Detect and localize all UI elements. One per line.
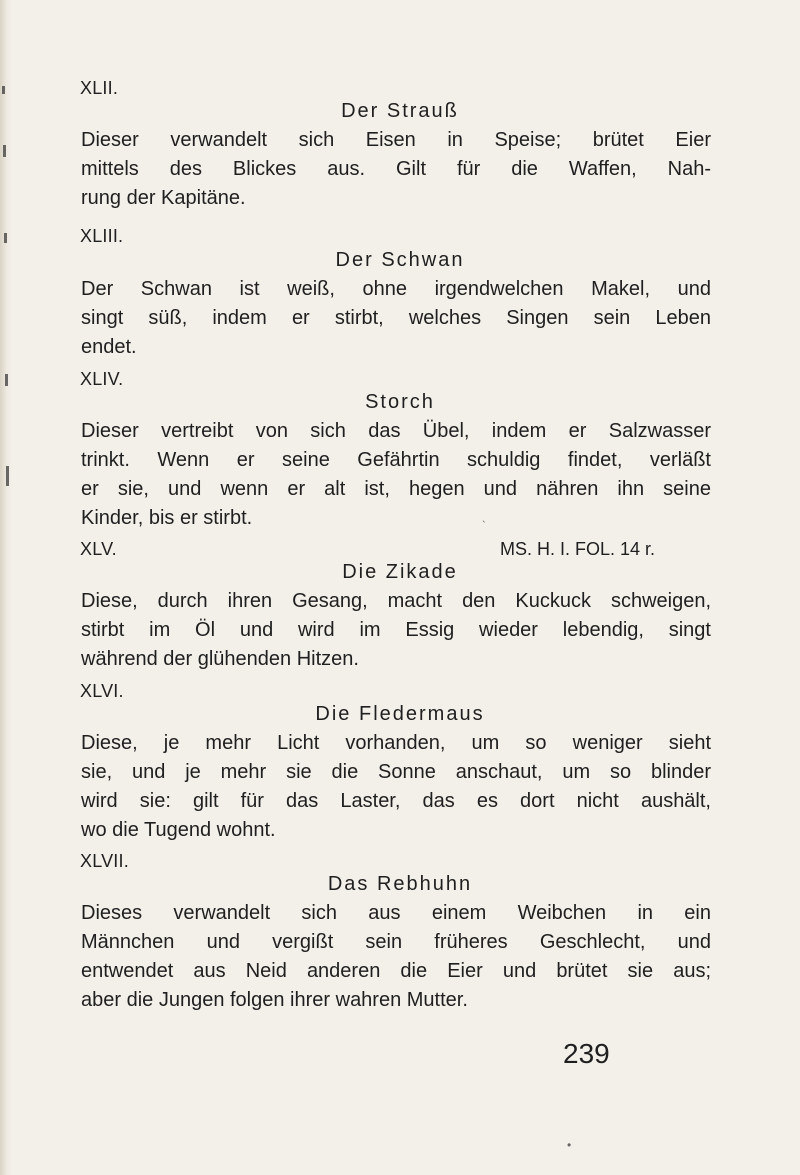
entry-text-line: mittels des Blickes aus. Gilt für die Waffen, Nah- — [81, 158, 711, 180]
entry-text-line: wo die Tugend wohnt. — [81, 819, 276, 841]
binding-mark — [2, 86, 5, 94]
binding-mark — [3, 145, 6, 157]
entry-title: Der Schwan — [335, 249, 465, 271]
entry-title: Storch — [365, 391, 435, 413]
entry-text-line: stirbt im Öl und wird im Essig wieder lebendig, singt — [81, 619, 711, 641]
entry-text-line: Kinder, bis er stirbt. — [81, 507, 253, 529]
entry-number: XLVI. — [80, 681, 124, 701]
entry-text-line: entwendet aus Neid anderen die Eier und brütet sie aus; — [81, 960, 711, 982]
entry-text-line: endet. — [81, 336, 137, 358]
entry-text-line: rung der Kapitäne. — [81, 187, 246, 209]
entry-text-line: aber die Jungen folgen ihrer wahren Mutter. — [81, 989, 468, 1011]
entry-text-line: Der Schwan ist weiß, ohne irgendwelchen Makel, und — [81, 278, 711, 300]
entry-number: XLII. — [80, 78, 119, 98]
entry-text-line: Dieser verwandelt sich Eisen in Speise; brütet Eier — [81, 129, 711, 151]
entry-number: XLVII. — [80, 851, 129, 871]
entry-text-line: Männchen und vergißt sein früheres Geschlecht, und — [81, 931, 711, 953]
page-number: 239 — [563, 1038, 610, 1069]
manuscript-reference: MS. H. I. FOL. 14 r. — [499, 539, 655, 559]
entry-text-line: wird sie: gilt für das Laster, das es dort nicht aushält, — [81, 790, 711, 812]
binding-mark — [6, 466, 9, 486]
entry-title: Das Rebhuhn — [327, 873, 473, 895]
print-speck: ˎ — [482, 509, 486, 523]
entry-text-line: Dieses verwandelt sich aus einem Weibchen in ein — [81, 902, 711, 924]
entry-number: XLV. — [80, 539, 117, 559]
entry-text-line: er sie, und wenn er alt ist, hegen und nähren ihn seine — [81, 478, 711, 500]
entry-text-line: während der glühenden Hitzen. — [81, 648, 359, 670]
entry-title: Die Fledermaus — [315, 703, 485, 725]
entry-text-line: Diese, je mehr Licht vorhanden, um so weniger sieht — [81, 732, 711, 754]
binding-mark — [5, 374, 8, 386]
binding-mark — [4, 233, 7, 243]
print-speck: • — [567, 1138, 572, 1152]
entry-text-line: Diese, durch ihren Gesang, macht den Kuckuck schweigen, — [81, 590, 711, 612]
entry-text-line: Dieser vertreibt von sich das Übel, indem er Salzwasser — [81, 420, 711, 442]
entry-text-line: singt süß, indem er stirbt, welches Singen sein Leben — [81, 307, 711, 329]
entry-title: Der Strauß — [341, 100, 459, 122]
entry-number: XLIII. — [80, 226, 124, 246]
page-gutter — [0, 0, 12, 1175]
entry-number: XLIV. — [80, 369, 124, 389]
entry-text-line: trinkt. Wenn er seine Gefährtin schuldig findet, verläßt — [81, 449, 711, 471]
entry-text-line: sie, und je mehr sie die Sonne anschaut, um so blinder — [81, 761, 711, 783]
entry-title: Die Zikade — [342, 561, 458, 583]
